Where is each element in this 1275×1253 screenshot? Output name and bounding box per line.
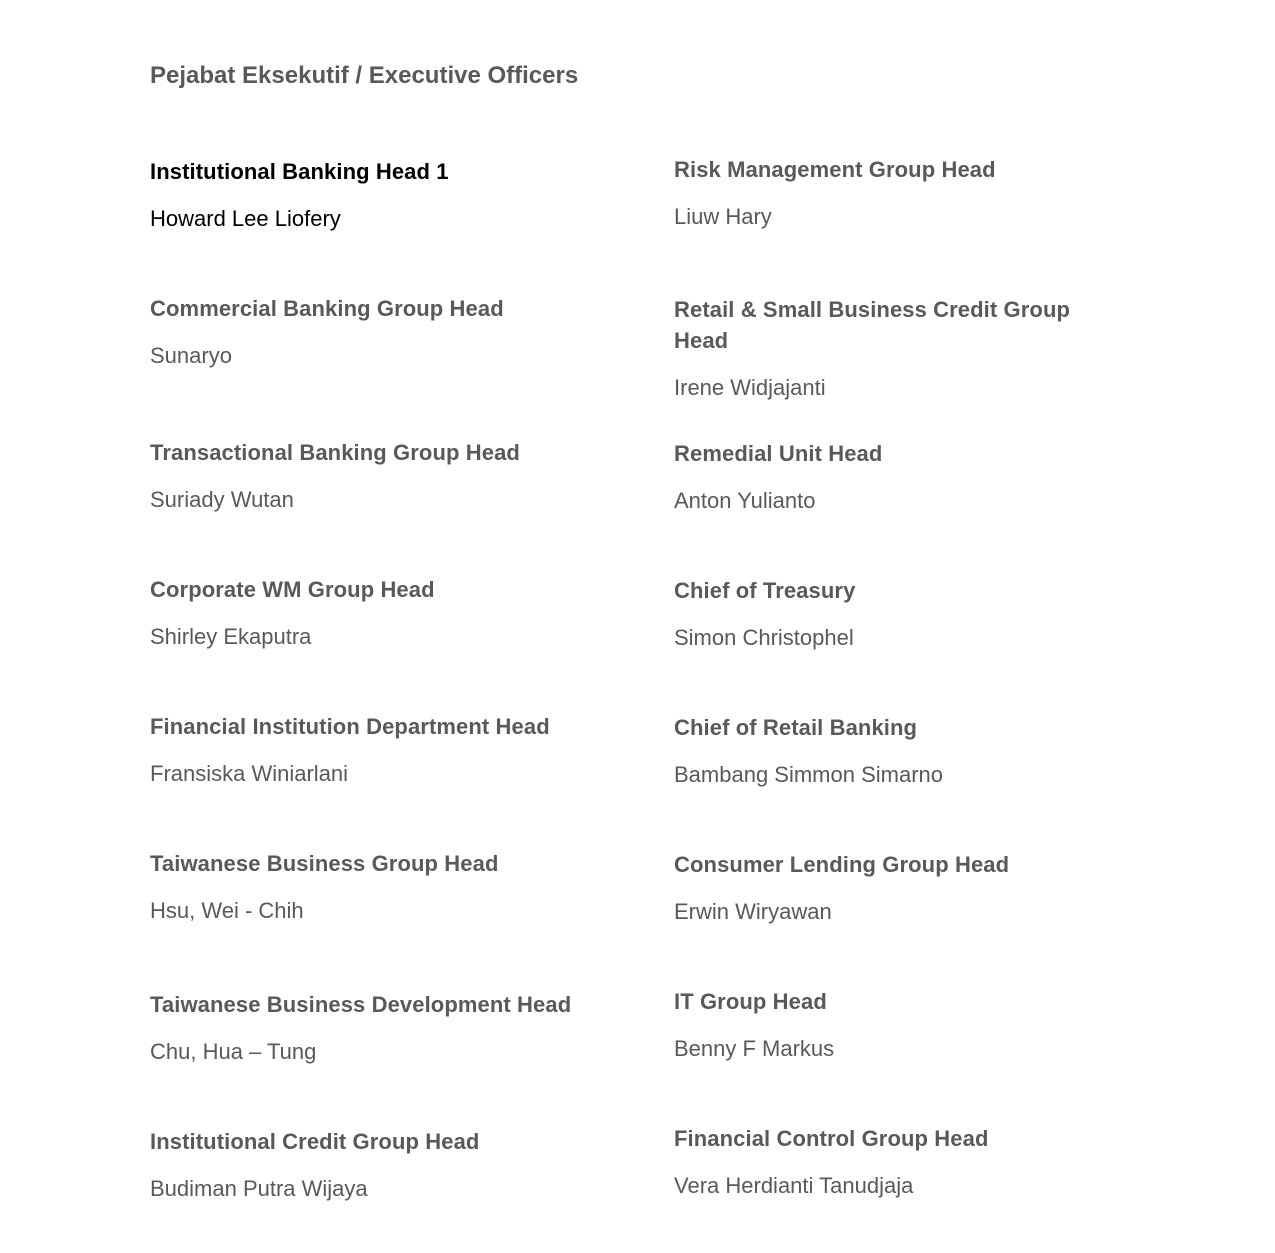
officer-name: Budiman Putra Wijaya bbox=[150, 1176, 368, 1201]
officer-role: Taiwanese Business Group Head bbox=[150, 851, 499, 876]
officer-name: Fransiska Winiarlani bbox=[150, 761, 349, 786]
officer-entry bbox=[150, 989, 590, 1067]
officer-name: Erwin Wiryawan bbox=[674, 899, 832, 924]
officer-name: Suriady Wutan bbox=[150, 487, 294, 512]
page-title: Pejabat Eksekutif / Executive Officers bbox=[150, 62, 579, 89]
officer-entry bbox=[150, 574, 590, 652]
officer-role: Financial Institution Department Head bbox=[150, 714, 550, 739]
officer-name: Bambang Simmon Simarno bbox=[674, 762, 944, 787]
officer-role: Institutional Banking Head 1 bbox=[150, 159, 449, 184]
officer-name: Shirley Ekaputra bbox=[150, 624, 312, 649]
officer-name: Anton Yulianto bbox=[674, 488, 816, 513]
officer-role: Chief of Retail Banking bbox=[674, 715, 918, 740]
officer-role: Retail & Small Business Credit Group Head bbox=[674, 297, 1071, 353]
officer-role: Commercial Banking Group Head bbox=[150, 296, 504, 321]
officer-name: Irene Widjajanti bbox=[674, 375, 826, 400]
officer-entry bbox=[674, 986, 1114, 1064]
officer-role: Remedial Unit Head bbox=[674, 441, 883, 466]
officer-entry bbox=[674, 1123, 1114, 1201]
officer-role: Financial Control Group Head bbox=[674, 1126, 989, 1151]
officer-entry bbox=[674, 294, 1114, 403]
officer-name: Vera Herdianti Tanudjaja bbox=[674, 1173, 914, 1198]
officer-role: IT Group Head bbox=[674, 989, 827, 1014]
officer-role: Risk Management Group Head bbox=[674, 157, 996, 182]
officer-entry bbox=[674, 154, 1114, 232]
officer-entry bbox=[674, 575, 1114, 653]
officer-role: Chief of Treasury bbox=[674, 578, 856, 603]
officer-entry bbox=[150, 156, 590, 234]
officer-name: Benny F Markus bbox=[674, 1036, 835, 1061]
officer-entry bbox=[150, 711, 590, 789]
officer-entry bbox=[150, 1126, 590, 1204]
officer-entry bbox=[150, 293, 590, 371]
officer-name: Hsu, Wei - Chih bbox=[150, 898, 304, 923]
officer-role: Taiwanese Business Development Head bbox=[150, 992, 572, 1017]
officer-entry bbox=[674, 438, 1114, 516]
officer-name: Liuw Hary bbox=[674, 204, 772, 229]
officer-entry bbox=[674, 712, 1114, 790]
officer-entry bbox=[674, 849, 1114, 927]
officer-entry bbox=[150, 437, 590, 515]
officer-name: Simon Christophel bbox=[674, 625, 854, 650]
officer-name: Sunaryo bbox=[150, 343, 232, 368]
officer-name: Chu, Hua – Tung bbox=[150, 1039, 317, 1064]
officer-entry bbox=[150, 848, 590, 926]
officer-name: Howard Lee Liofery bbox=[150, 206, 341, 231]
officer-role: Consumer Lending Group Head bbox=[674, 852, 1010, 877]
officer-role: Institutional Credit Group Head bbox=[150, 1129, 480, 1154]
officer-role: Corporate WM Group Head bbox=[150, 577, 435, 602]
officer-role: Transactional Banking Group Head bbox=[150, 440, 520, 465]
